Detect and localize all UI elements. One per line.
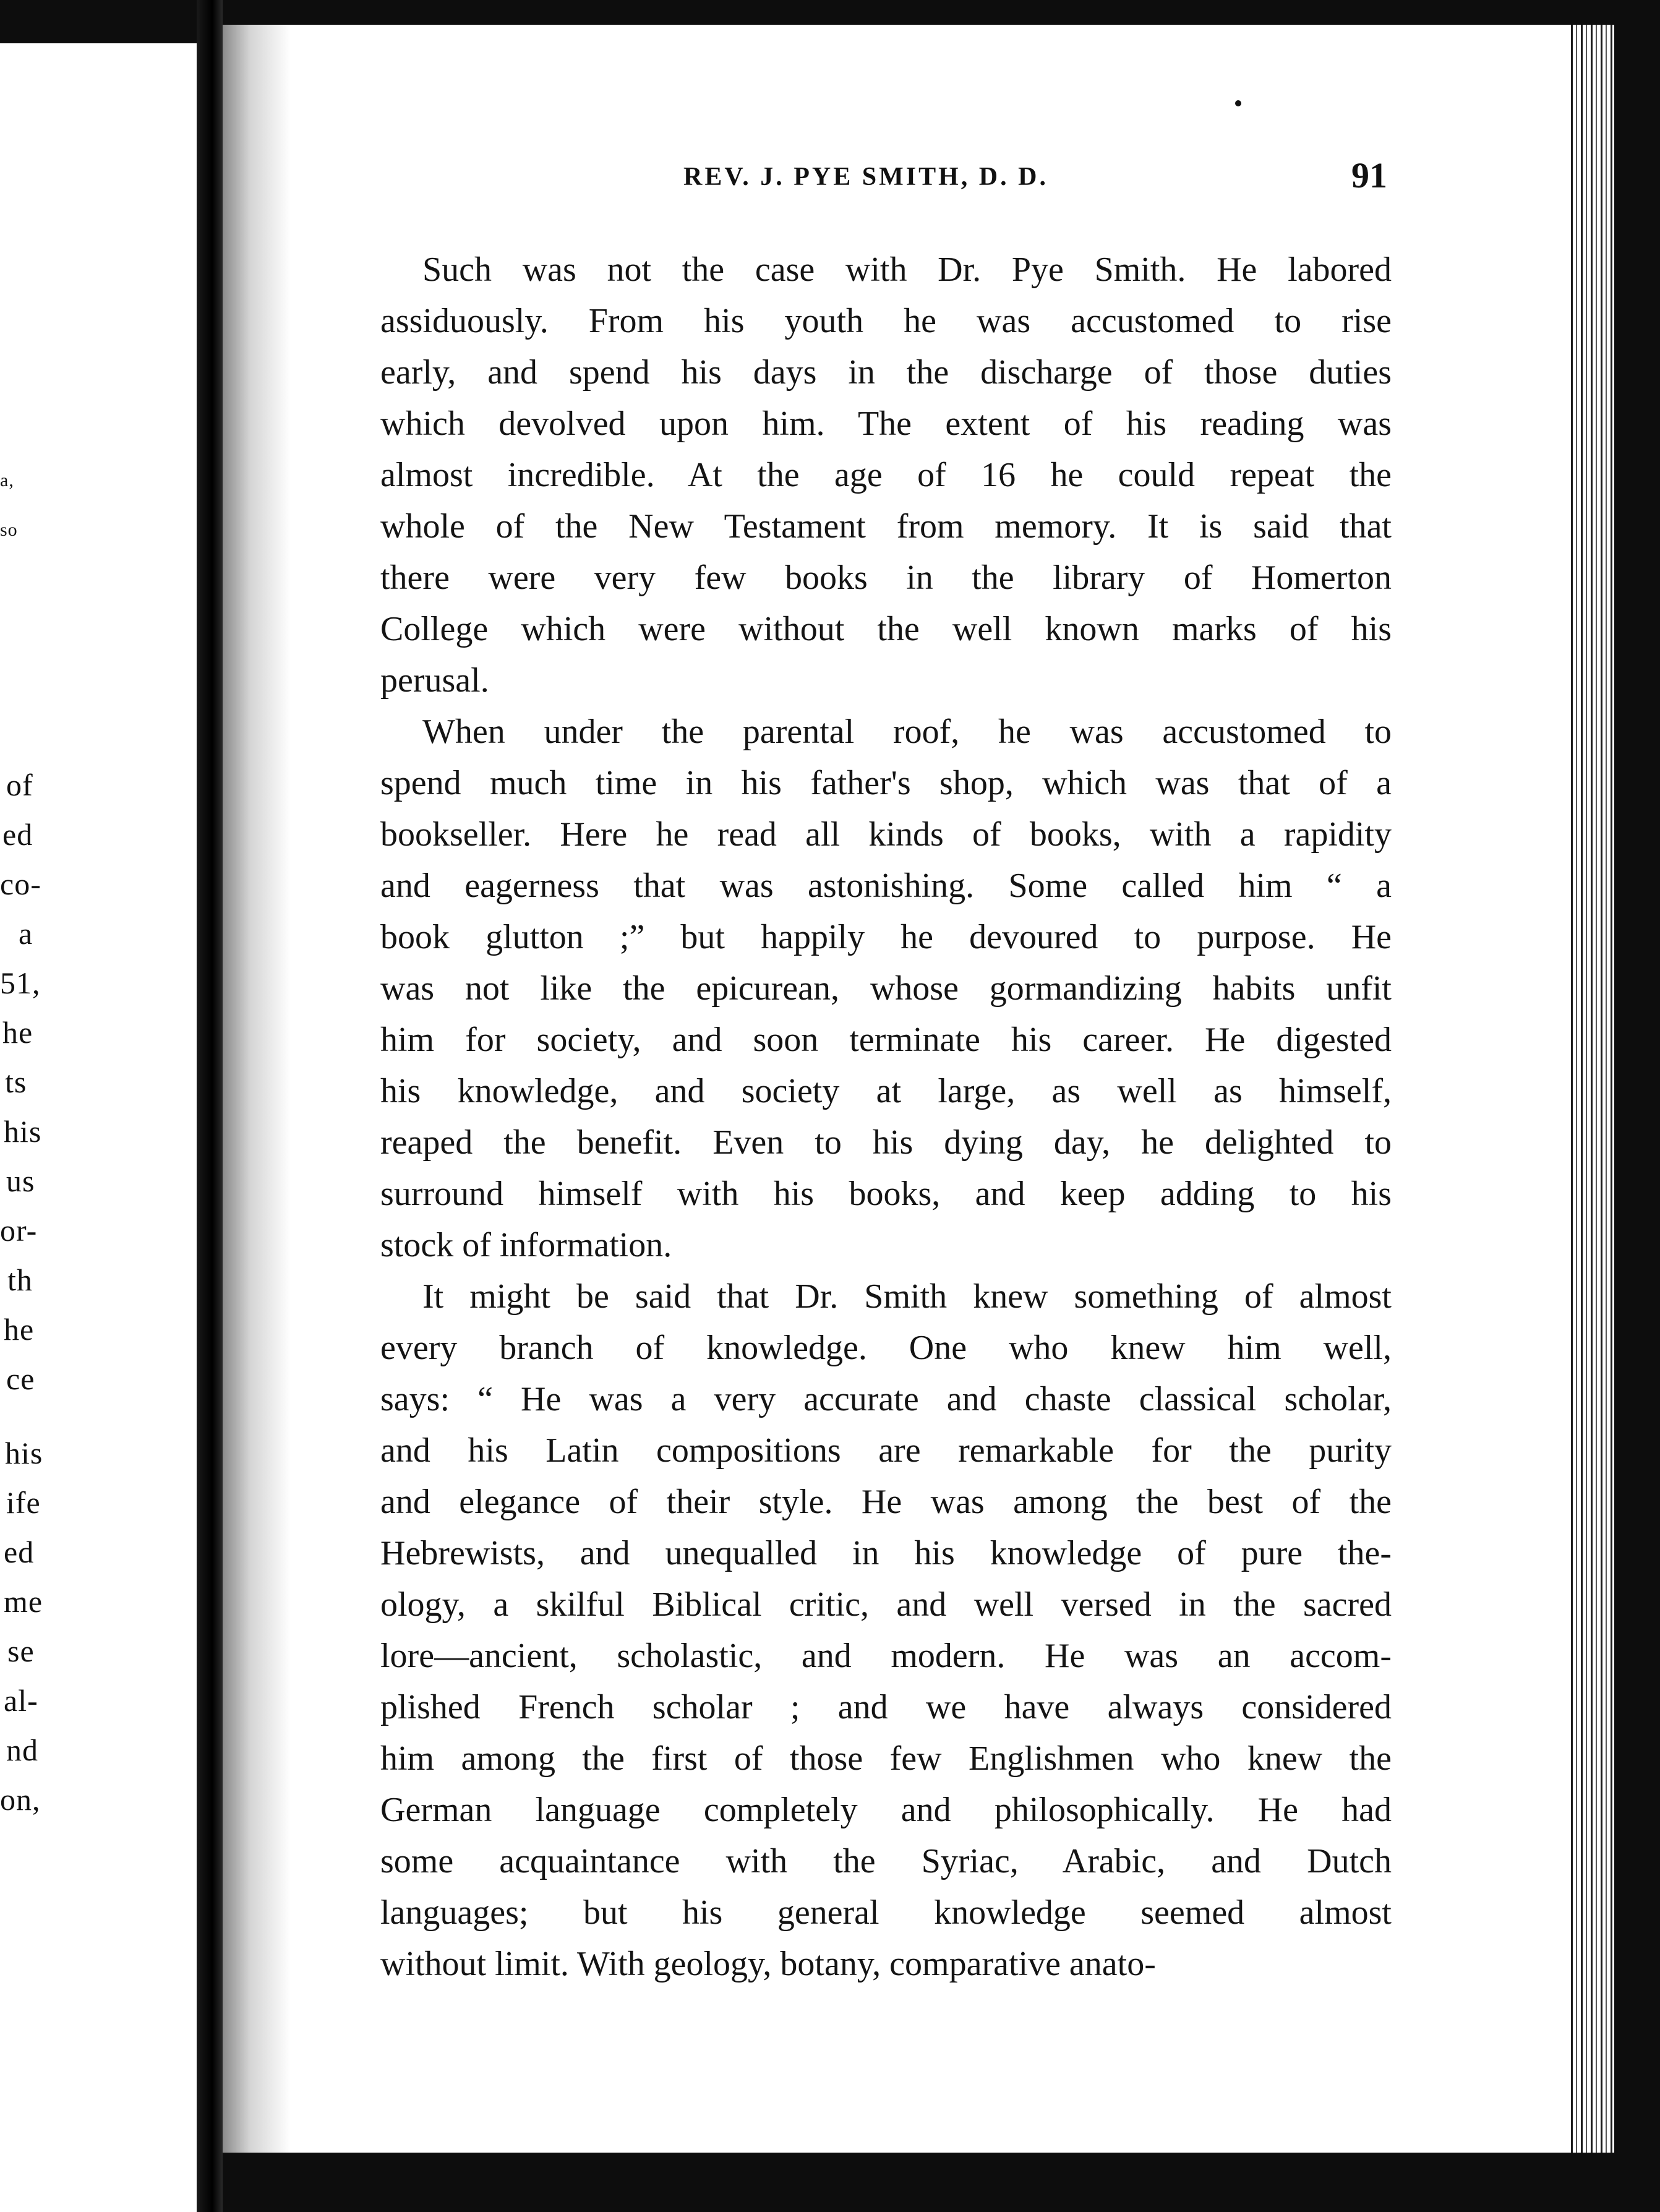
left-page-fragment: or- — [0, 1213, 38, 1248]
body-text — [380, 244, 1392, 1990]
text-line: It might be said that Dr. Smith knew something of almost — [422, 1277, 1392, 1316]
left-page-fragment: he — [2, 1015, 33, 1050]
left-page-fragment: his — [4, 1114, 42, 1149]
text-line: and elegance of their style. He was among the best of the — [380, 1483, 1392, 1521]
left-page-fragment: he — [4, 1312, 35, 1347]
left-page-fragments — [0, 0, 197, 2212]
left-page-fragment: so — [0, 520, 18, 540]
running-header: REV. J. PYE SMITH, D. D. — [683, 163, 1048, 191]
left-page-fragment: ed — [4, 1535, 35, 1569]
text-line: was not like the epicurean, whose gormandizing habits unfit — [380, 969, 1392, 1008]
left-page-fragment: a, — [0, 470, 14, 491]
left-page-fragment: on, — [0, 1782, 41, 1817]
text-line: book glutton ;” but happily he devoured to purpose. He — [380, 918, 1392, 956]
text-line: his knowledge, and society at large, as well as himself, — [380, 1072, 1392, 1110]
text-line: which devolved upon him. The extent of his reading was — [380, 405, 1392, 443]
text-line: German language completely and philosophically. He had — [380, 1791, 1392, 1829]
text-line: whole of the New Testament from memory. It is said that — [380, 507, 1392, 546]
text-line: almost incredible. At the age of 16 he could repeat the — [380, 456, 1392, 494]
text-line: lore—ancient, scholastic, and modern. He was an accom- — [380, 1637, 1392, 1675]
text-line: there were very few books in the library of Homerton — [380, 559, 1392, 597]
text-line: When under the parental roof, he was accustomed to — [422, 713, 1392, 751]
text-line: every branch of knowledge. One who knew him well, — [380, 1329, 1392, 1367]
text-line: ology, a skilful Biblical critic, and well versed in the sacred — [380, 1585, 1392, 1624]
book-gutter — [197, 0, 223, 2212]
left-page-fragment: se — [7, 1634, 35, 1668]
text-line: College which were without the well known marks of his — [380, 610, 1392, 648]
left-page-fragment: co- — [0, 867, 41, 901]
text-line: without limit. With geology, botany, comparative anato- — [380, 1945, 1156, 1983]
text-line: surround himself with his books, and keep adding to his — [380, 1175, 1392, 1213]
text-line: and his Latin compositions are remarkable for the purity — [380, 1431, 1392, 1470]
left-page-fragment: us — [6, 1164, 35, 1198]
paragraph — [380, 706, 1392, 1271]
left-page-fragment: al- — [4, 1683, 38, 1718]
left-page-fragment: ed — [2, 817, 33, 852]
text-line: him for society, and soon terminate his career. He digested — [380, 1021, 1392, 1059]
left-page-fragment: nd — [6, 1733, 38, 1767]
page-number: 91 — [1351, 155, 1387, 195]
text-line: spend much time in his father's shop, which was that of a — [380, 764, 1392, 802]
text-line: and eagerness that was astonishing. Some called him “ a — [380, 867, 1392, 905]
text-line: reaped the benefit. Even to his dying day, he delighted to — [380, 1123, 1392, 1162]
paragraph — [380, 1271, 1392, 1990]
left-page-fragment: of — [6, 768, 33, 802]
text-line: Hebrewists, and unequalled in his knowledge of pure the- — [380, 1534, 1392, 1572]
text-line: stock of information. — [380, 1226, 672, 1264]
left-page-fragment: me — [4, 1584, 43, 1619]
left-page-fragment: th — [7, 1262, 33, 1297]
left-page-fragment: a — [19, 916, 33, 951]
page-edge-lines — [1567, 25, 1614, 2153]
text-line: says: “ He was a very accurate and chaste classical scholar, — [380, 1380, 1392, 1418]
text-line: plished French scholar ; and we have always considered — [380, 1688, 1392, 1726]
left-page-fragment: ife — [6, 1485, 41, 1520]
text-line: him among the first of those few Englishmen who knew the — [380, 1739, 1392, 1778]
text-line: bookseller. Here he read all kinds of books, with a rapidity — [380, 815, 1392, 854]
ink-speck — [1235, 100, 1241, 106]
left-page-fragment: ce — [6, 1361, 35, 1396]
paragraph — [380, 244, 1392, 706]
left-page-fragment: 51, — [0, 966, 41, 1000]
left-page-fragment: ts — [5, 1065, 27, 1099]
spine-shadow — [223, 25, 291, 2153]
text-line: Such was not the case with Dr. Pye Smith. He labored — [422, 251, 1392, 289]
text-line: early, and spend his days in the discharge of those duties — [380, 353, 1392, 392]
text-line: assiduously. From his youth he was accustomed to rise — [380, 302, 1392, 340]
left-page-fragment: his — [5, 1436, 43, 1470]
text-line: languages; but his general knowledge seemed almost — [380, 1893, 1392, 1932]
text-line: perusal. — [380, 661, 489, 700]
text-line: some acquaintance with the Syriac, Arabic, and Dutch — [380, 1842, 1392, 1880]
